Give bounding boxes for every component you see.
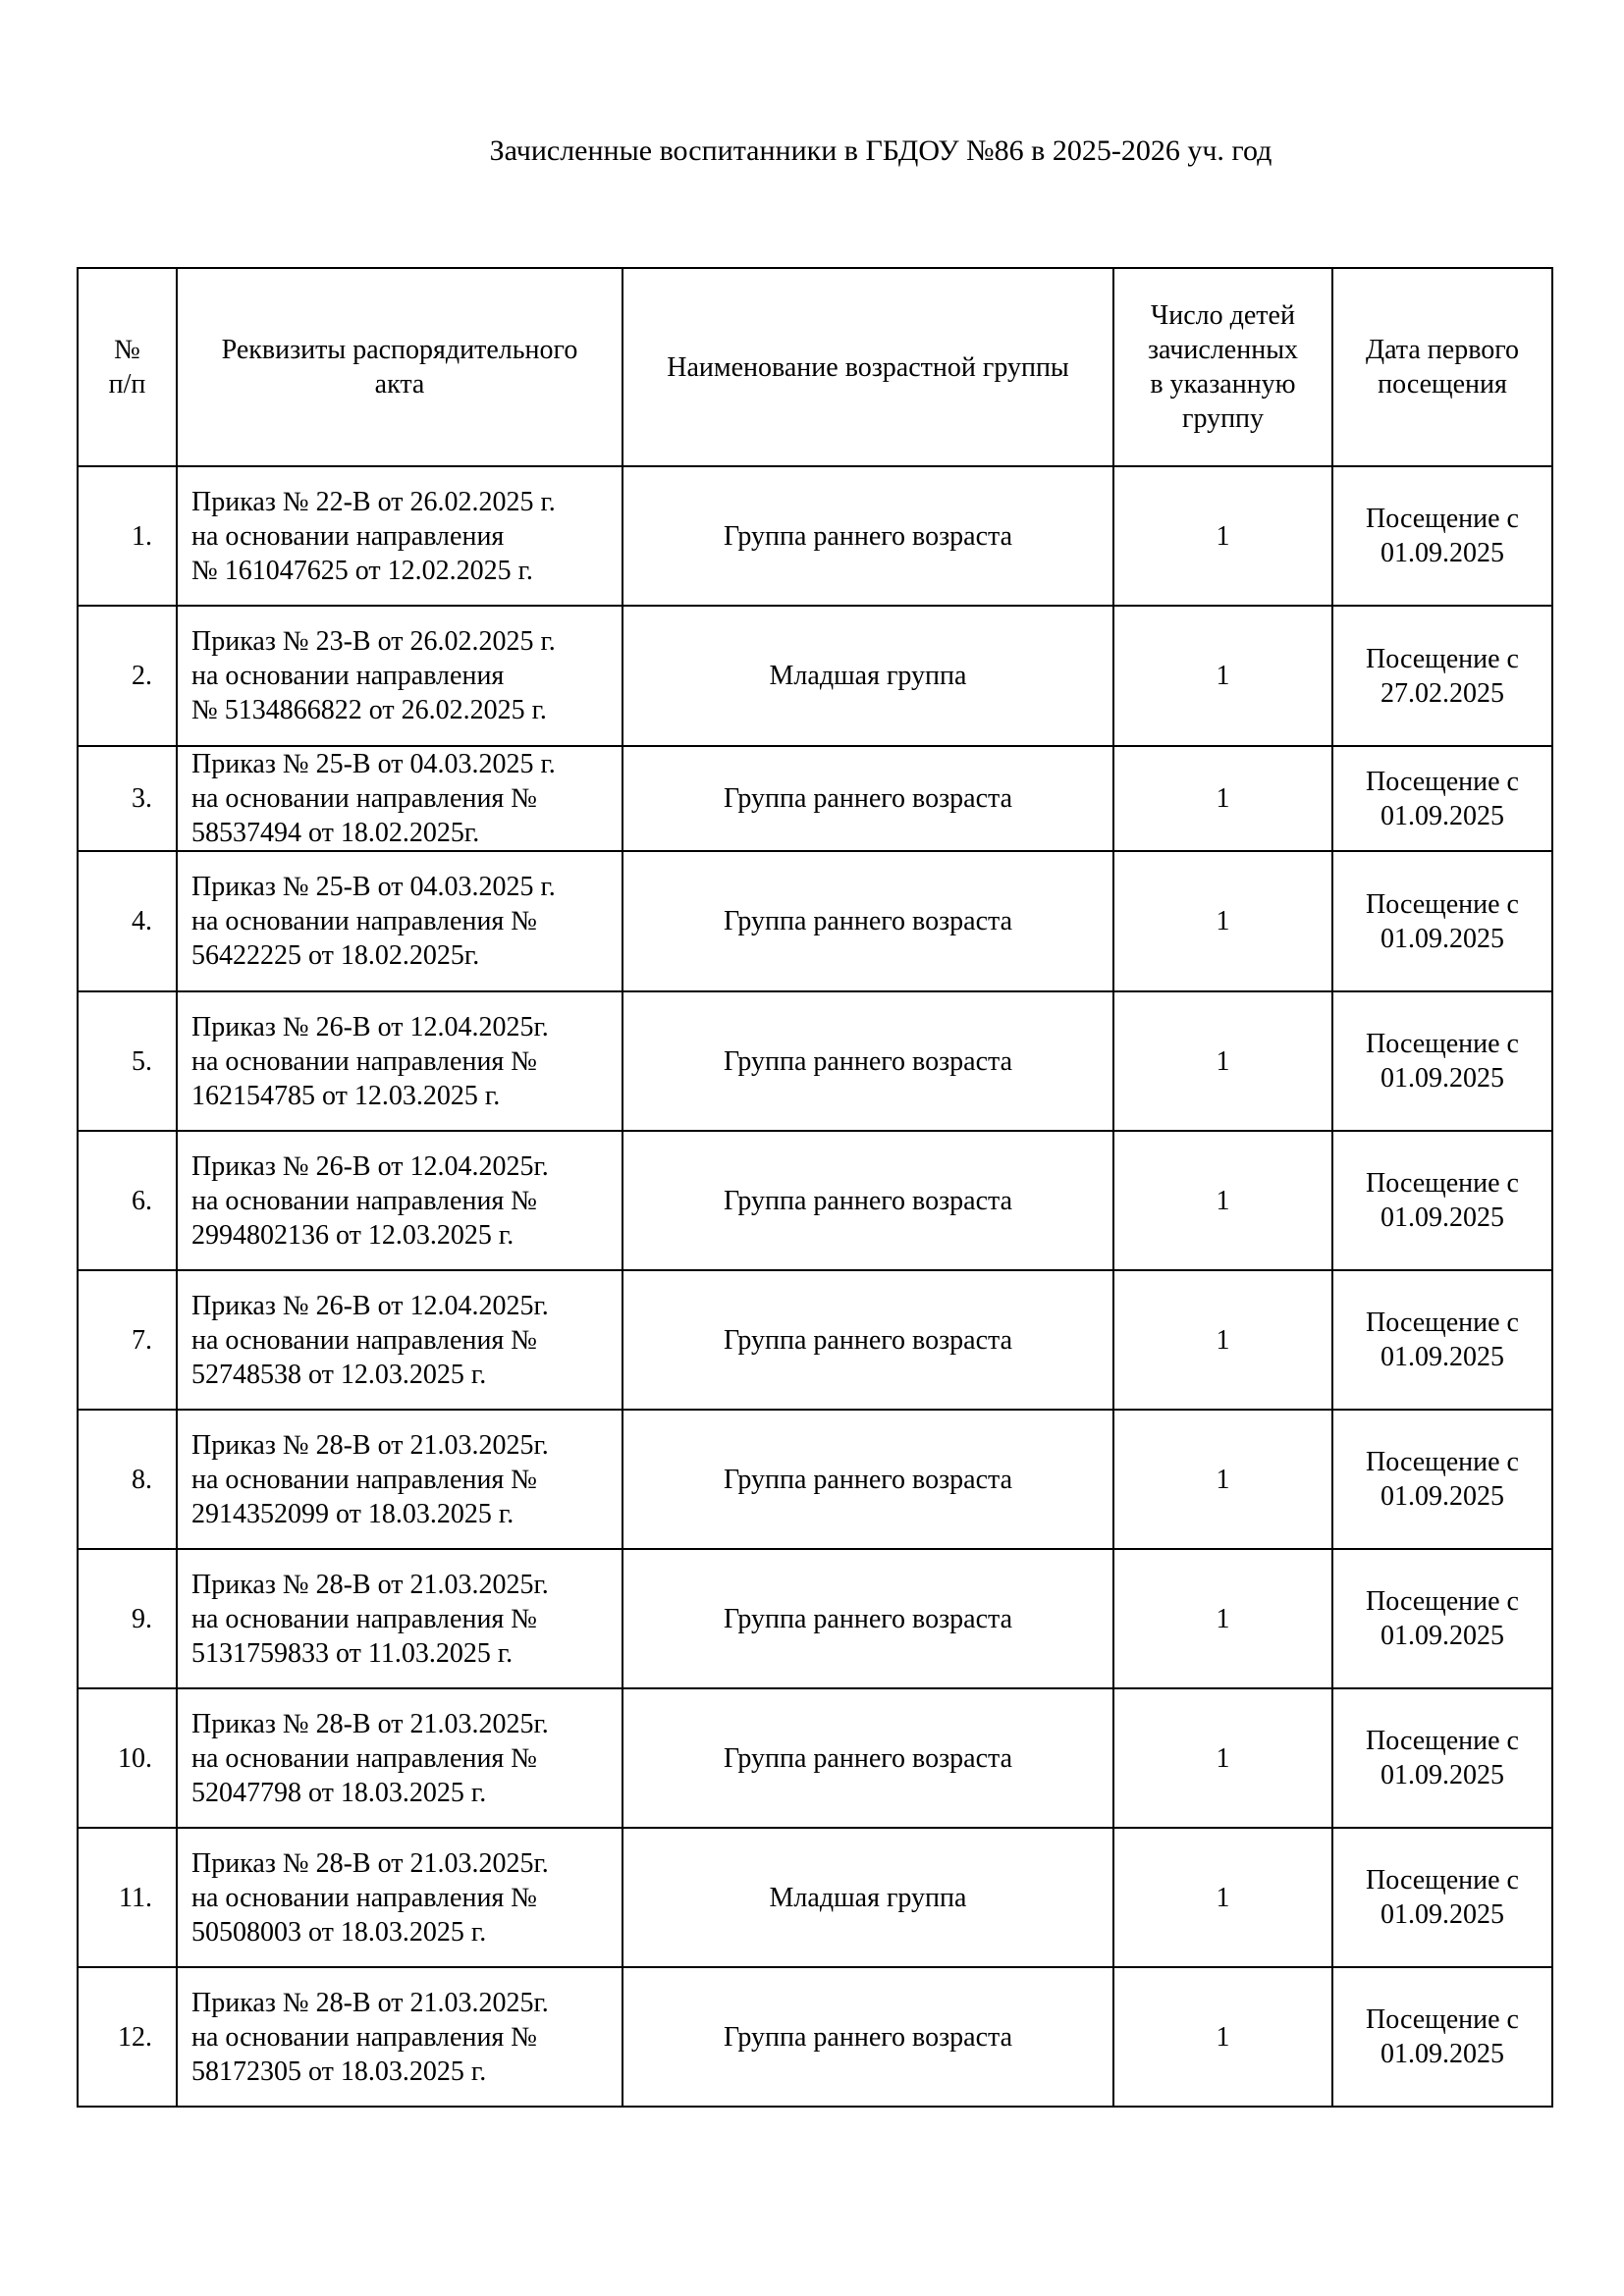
table-row xyxy=(78,466,1552,606)
row-act-details: Приказ № 28-В от 21.03.2025г. на основании направления № 5131759833 от 11.03.2025 г. xyxy=(177,1549,623,1688)
row-act-details: Приказ № 28-В от 21.03.2025г. на основании направления № 50508003 от 18.03.2025 г. xyxy=(177,1828,623,1967)
row-number: 5. xyxy=(78,991,177,1131)
row-group-name: Группа раннего возраста xyxy=(623,851,1113,991)
row-children-count: 1 xyxy=(1113,466,1332,606)
row-act-details: Приказ № 25-В от 04.03.2025 г. на основании направления № 58537494 от 18.02.2025г. xyxy=(177,746,623,851)
row-number: 9. xyxy=(78,1549,177,1688)
row-first-visit-date: Посещение с 27.02.2025 xyxy=(1332,606,1552,746)
row-group-name: Младшая группа xyxy=(623,606,1113,746)
row-children-count: 1 xyxy=(1113,991,1332,1131)
row-children-count: 1 xyxy=(1113,1131,1332,1270)
row-group-name: Группа раннего возраста xyxy=(623,1410,1113,1549)
row-act-details: Приказ № 26-В от 12.04.2025г. на основании направления № 162154785 от 12.03.2025 г. xyxy=(177,991,623,1131)
row-first-visit-date: Посещение с 01.09.2025 xyxy=(1332,1688,1552,1828)
row-number: 2. xyxy=(78,606,177,746)
table-row xyxy=(78,1131,1552,1270)
row-first-visit-date: Посещение с 01.09.2025 xyxy=(1332,1967,1552,2107)
row-group-name: Группа раннего возраста xyxy=(623,1131,1113,1270)
header-group-name: Наименование возрастной группы xyxy=(623,268,1113,466)
row-act-details: Приказ № 25-В от 04.03.2025 г. на основании направления № 56422225 от 18.02.2025г. xyxy=(177,851,623,991)
header-children-count: Число детей зачисленных в указанную группу xyxy=(1113,268,1332,466)
document-title: Зачисленные воспитанники в ГБДОУ №86 в 2025-2026 уч. год xyxy=(489,134,1272,167)
enrollment-table xyxy=(77,267,1553,2108)
row-children-count: 1 xyxy=(1113,851,1332,991)
table-row xyxy=(78,851,1552,991)
row-act-details: Приказ № 22-В от 26.02.2025 г. на основании направления № 161047625 от 12.02.2025 г. xyxy=(177,466,623,606)
row-children-count: 1 xyxy=(1113,1688,1332,1828)
row-group-name: Группа раннего возраста xyxy=(623,1967,1113,2107)
table-body xyxy=(78,466,1552,2107)
table-row xyxy=(78,1828,1552,1967)
row-number: 6. xyxy=(78,1131,177,1270)
row-children-count: 1 xyxy=(1113,1549,1332,1688)
row-number: 12. xyxy=(78,1967,177,2107)
row-children-count: 1 xyxy=(1113,1967,1332,2107)
row-act-details: Приказ № 26-В от 12.04.2025г. на основании направления № 52748538 от 12.03.2025 г. xyxy=(177,1270,623,1410)
row-children-count: 1 xyxy=(1113,746,1332,851)
row-group-name: Группа раннего возраста xyxy=(623,1688,1113,1828)
row-number: 1. xyxy=(78,466,177,606)
table-row xyxy=(78,746,1552,851)
table-row xyxy=(78,1270,1552,1410)
row-first-visit-date: Посещение с 01.09.2025 xyxy=(1332,851,1552,991)
row-number: 10. xyxy=(78,1688,177,1828)
row-first-visit-date: Посещение с 01.09.2025 xyxy=(1332,746,1552,851)
row-number: 7. xyxy=(78,1270,177,1410)
row-group-name: Группа раннего возраста xyxy=(623,1549,1113,1688)
row-first-visit-date: Посещение с 01.09.2025 xyxy=(1332,1828,1552,1967)
row-act-details: Приказ № 23-В от 26.02.2025 г. на основании направления № 5134866822 от 26.02.2025 г. xyxy=(177,606,623,746)
row-first-visit-date: Посещение с 01.09.2025 xyxy=(1332,1270,1552,1410)
row-first-visit-date: Посещение с 01.09.2025 xyxy=(1332,991,1552,1131)
table-row xyxy=(78,606,1552,746)
header-first-visit-date: Дата первого посещения xyxy=(1332,268,1552,466)
row-group-name: Группа раннего возраста xyxy=(623,746,1113,851)
table-row xyxy=(78,1688,1552,1828)
row-first-visit-date: Посещение с 01.09.2025 xyxy=(1332,1131,1552,1270)
row-group-name: Младшая группа xyxy=(623,1828,1113,1967)
row-act-details: Приказ № 28-В от 21.03.2025г. на основании направления № 52047798 от 18.03.2025 г. xyxy=(177,1688,623,1828)
table-row xyxy=(78,1410,1552,1549)
row-number: 4. xyxy=(78,851,177,991)
row-first-visit-date: Посещение с 01.09.2025 xyxy=(1332,1549,1552,1688)
row-children-count: 1 xyxy=(1113,606,1332,746)
row-act-details: Приказ № 28-В от 21.03.2025г. на основании направления № 58172305 от 18.03.2025 г. xyxy=(177,1967,623,2107)
header-act-details: Реквизиты распорядительного акта xyxy=(177,268,623,466)
row-children-count: 1 xyxy=(1113,1270,1332,1410)
header-number: № п/п xyxy=(78,268,177,466)
row-children-count: 1 xyxy=(1113,1410,1332,1549)
row-children-count: 1 xyxy=(1113,1828,1332,1967)
row-act-details: Приказ № 26-В от 12.04.2025г. на основании направления № 2994802136 от 12.03.2025 г. xyxy=(177,1131,623,1270)
row-group-name: Группа раннего возраста xyxy=(623,466,1113,606)
row-group-name: Группа раннего возраста xyxy=(623,1270,1113,1410)
row-number: 8. xyxy=(78,1410,177,1549)
table-row xyxy=(78,991,1552,1131)
table-row xyxy=(78,1549,1552,1688)
row-number: 11. xyxy=(78,1828,177,1967)
table-header-row xyxy=(78,268,1552,466)
table-row xyxy=(78,1967,1552,2107)
row-first-visit-date: Посещение с 01.09.2025 xyxy=(1332,1410,1552,1549)
row-group-name: Группа раннего возраста xyxy=(623,991,1113,1131)
row-first-visit-date: Посещение с 01.09.2025 xyxy=(1332,466,1552,606)
row-act-details: Приказ № 28-В от 21.03.2025г. на основании направления № 2914352099 от 18.03.2025 г. xyxy=(177,1410,623,1549)
row-number: 3. xyxy=(78,746,177,851)
